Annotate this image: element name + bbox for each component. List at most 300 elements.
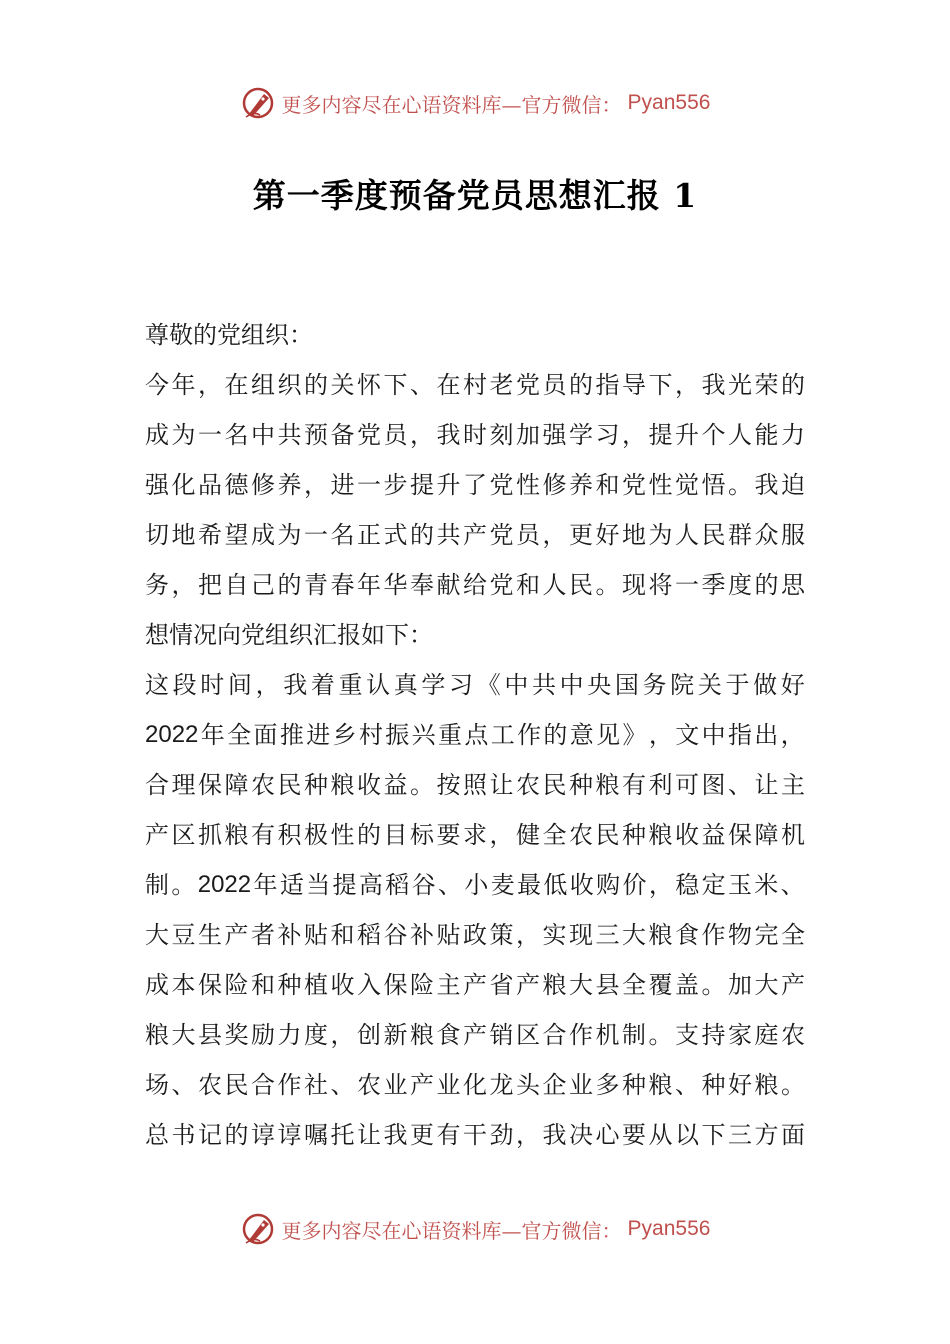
body-char: 有	[436, 1121, 461, 1149]
body-char: 正	[357, 521, 381, 549]
body-char: 提	[410, 471, 434, 499]
body-line	[145, 965, 805, 1015]
body-char: 荣	[754, 371, 779, 399]
body-char: 地	[171, 521, 196, 549]
body-char: 。	[171, 871, 196, 899]
body-char: 的	[754, 571, 779, 599]
body-char: 服	[781, 521, 805, 549]
body-char: 人	[542, 571, 567, 599]
body-char: 间	[227, 671, 252, 699]
body-char: 盖	[675, 971, 699, 999]
body-line	[145, 715, 805, 765]
body-char: 大	[754, 971, 779, 999]
body-char: 收	[675, 821, 699, 849]
body-char: 保	[383, 971, 408, 999]
body-char: 决	[569, 1121, 593, 1149]
body-char: 收	[330, 971, 355, 999]
body-char: 产	[516, 971, 540, 999]
body-char: 谷	[411, 871, 436, 899]
body-char: 修	[542, 471, 567, 499]
body-char: 贴	[304, 921, 328, 949]
body-char: ，	[622, 421, 646, 449]
body-char: 书	[171, 1121, 196, 1149]
body-char: 度	[304, 1021, 328, 1049]
body-char: 中	[251, 421, 275, 449]
body-line	[145, 515, 805, 565]
body-char: 生	[198, 921, 222, 949]
body-char: 名	[224, 421, 249, 449]
body-char: 时	[463, 421, 487, 449]
pen-nib-circle-icon	[240, 85, 276, 121]
body-char: 小	[464, 871, 489, 899]
body-char: 劲	[489, 1121, 514, 1149]
body-line	[145, 815, 805, 865]
body-char: 人	[728, 421, 752, 449]
body-char: 我	[383, 1121, 408, 1149]
body-char: 业	[383, 1071, 408, 1099]
body-char: 民	[701, 521, 726, 549]
body-char: 村	[358, 721, 383, 749]
body-char: 粮	[648, 1071, 673, 1099]
body-char: 下	[383, 371, 408, 399]
body-char: 有	[251, 821, 275, 849]
body-char: 人	[675, 521, 699, 549]
body-char: 的	[569, 371, 593, 399]
body-char: 年	[171, 371, 196, 399]
body-char: 产	[463, 521, 487, 549]
body-char: 关	[697, 671, 722, 699]
body-char: 我	[701, 371, 726, 399]
body-char: 国	[614, 671, 639, 699]
body-char: 三	[728, 1121, 752, 1149]
banner-text: 更多内容尽在心语资料库—官方微信：	[281, 92, 622, 117]
body-char: 标	[410, 821, 434, 849]
body-char: 合	[542, 1021, 567, 1049]
body-char: 食	[436, 1021, 461, 1049]
body-char: 种	[277, 971, 302, 999]
body-char: 稳	[675, 871, 700, 899]
body-char: 年	[253, 871, 278, 899]
body-char: 光	[728, 371, 752, 399]
body-char: 低	[543, 871, 568, 899]
body-char: 导	[622, 371, 646, 399]
body-char: 障	[754, 821, 779, 849]
body-char: 加	[728, 971, 752, 999]
body-char: 共	[531, 671, 556, 699]
body-char: 时	[200, 671, 225, 699]
body-char: 总	[145, 1121, 169, 1149]
body-char: 目	[383, 821, 408, 849]
body-char: 支	[675, 1021, 699, 1049]
body-char: 作	[701, 921, 726, 949]
body-char: 场	[145, 1071, 169, 1099]
body-char: ，	[675, 371, 699, 399]
body-char: 。	[701, 971, 726, 999]
body-char: ，	[516, 921, 540, 949]
body-char: 粮	[648, 921, 673, 949]
body-char: 和	[516, 571, 540, 599]
body-char: 2022	[197, 871, 252, 898]
body-char: ，	[648, 871, 673, 899]
body-char: 升	[675, 421, 699, 449]
body-char: 极	[304, 821, 328, 849]
body-char: ，	[304, 471, 328, 499]
body-char: 为	[171, 421, 196, 449]
body-char: 要	[436, 821, 461, 849]
body-char: 庭	[754, 1021, 779, 1049]
body-char: 度	[728, 571, 752, 599]
body-char: 农	[781, 1021, 805, 1049]
body-char: 自	[224, 571, 249, 599]
body-char: 众	[754, 521, 779, 549]
body-char: 。	[781, 1071, 805, 1099]
body-char: ，	[648, 721, 673, 749]
body-char: 产	[781, 971, 805, 999]
body-char: 作	[569, 1021, 593, 1049]
body-line	[145, 765, 805, 815]
body-char: ，	[255, 671, 280, 699]
body-char: 保	[728, 821, 752, 849]
body-char: 着	[310, 671, 335, 699]
body-char: 农	[357, 1071, 381, 1099]
body-char: 大	[171, 1021, 196, 1049]
body-char: 从	[648, 1121, 673, 1149]
body-char: 保	[198, 971, 222, 999]
body-char: 可	[675, 771, 699, 799]
body-char: 。	[728, 471, 752, 499]
body-char: 强	[145, 471, 169, 499]
body-char: 能	[754, 421, 779, 449]
body-char: 制	[622, 1021, 646, 1049]
salutation-line	[145, 315, 805, 365]
body-char: 省	[489, 971, 514, 999]
body-char: 现	[622, 571, 646, 599]
body-char: 本	[171, 971, 196, 999]
body-char: 好	[728, 1071, 752, 1099]
body-char: 段	[172, 671, 197, 699]
body-char: 民	[224, 1071, 249, 1099]
body-char: 粮	[224, 821, 249, 849]
body-char: 农	[198, 1071, 222, 1099]
body-char: 险	[410, 971, 434, 999]
body-char: 党	[622, 471, 646, 499]
body-char: 中	[701, 721, 726, 749]
body-char: 群	[728, 521, 752, 549]
body-char: 重	[338, 671, 363, 699]
body-char: 在	[436, 371, 461, 399]
body-char: 为	[648, 521, 673, 549]
body-char: 进	[330, 471, 355, 499]
body-char: 照	[463, 771, 487, 799]
body-char: 米	[754, 871, 779, 899]
body-char: 作	[517, 721, 542, 749]
body-line	[145, 1015, 805, 1065]
body-char: 德	[224, 471, 249, 499]
body-char: 。	[410, 771, 434, 799]
body-char: 己	[251, 571, 275, 599]
body-char: 央	[587, 671, 612, 699]
body-char: 嘱	[304, 1121, 328, 1149]
body-line	[145, 1115, 805, 1165]
body-line	[145, 865, 805, 915]
body-char: 的	[410, 521, 434, 549]
body-char: 。	[648, 1021, 673, 1049]
body-char: 县	[595, 971, 620, 999]
body-char: 粮	[145, 1021, 169, 1049]
body-char: 春	[330, 571, 355, 599]
body-char: 收	[569, 871, 594, 899]
body-char: 务	[642, 671, 667, 699]
body-char: 合	[251, 1071, 275, 1099]
body-char: 种	[622, 1071, 646, 1099]
body-line	[145, 465, 805, 515]
body-char: 全	[227, 721, 252, 749]
body-char: 作	[277, 1071, 302, 1099]
body-char: 和	[595, 471, 620, 499]
body-char: 方	[754, 1121, 779, 1149]
body-char: 养	[569, 471, 593, 499]
body-char: 怀	[357, 371, 381, 399]
body-char: 稻	[385, 871, 410, 899]
body-char: 了	[463, 471, 487, 499]
body-char: 步	[383, 471, 408, 499]
body-char: 谆	[251, 1121, 275, 1149]
body-char: 定	[701, 871, 726, 899]
body-char: 的	[357, 821, 381, 849]
pen-nib-circle-icon	[240, 1211, 276, 1247]
body-char: 全	[781, 921, 805, 949]
body-char: 品	[198, 471, 222, 499]
body-char: 强	[542, 421, 567, 449]
body-char: 种	[622, 821, 646, 849]
body-char: 织	[277, 371, 302, 399]
body-char: 区	[171, 821, 196, 849]
body-char: 稻	[357, 921, 381, 949]
body-char: 共	[436, 521, 461, 549]
body-char: 员	[383, 421, 408, 449]
body-char: 、	[410, 371, 434, 399]
body-char: 让	[489, 771, 514, 799]
body-char: 习	[595, 421, 620, 449]
body-char: 组	[251, 371, 275, 399]
body-char: 收	[357, 771, 381, 799]
body-char: 农	[516, 771, 540, 799]
body-char: 一	[198, 421, 222, 449]
body-char: 迫	[781, 471, 805, 499]
body-char: 年	[357, 571, 381, 599]
body-char: 性	[648, 471, 673, 499]
body-char: 村	[463, 371, 487, 399]
body-char: 农	[251, 771, 275, 799]
body-char: ，	[330, 1021, 355, 1049]
body-char: 好	[595, 521, 620, 549]
body-char: 最	[517, 871, 542, 899]
body-char: 产	[145, 821, 169, 849]
body-char: 做	[753, 671, 778, 699]
body-char: 奖	[224, 1021, 249, 1049]
body-line	[145, 415, 805, 465]
body-char: 党	[357, 421, 381, 449]
body-char: 把	[198, 571, 222, 599]
document-body	[145, 315, 805, 1165]
body-char: 指	[595, 371, 620, 399]
body-char: ，	[780, 721, 805, 749]
body-char: 这	[145, 671, 169, 699]
body-char: 理	[171, 771, 196, 799]
body-char: 》	[622, 721, 647, 749]
body-char: 性	[516, 471, 540, 499]
body-char: 化	[463, 1071, 487, 1099]
body-char: 以	[675, 1121, 699, 1149]
body-char: 种	[304, 771, 328, 799]
body-char: 悟	[701, 471, 726, 499]
body-line	[145, 1065, 805, 1115]
body-char: 中	[504, 671, 529, 699]
body-char: 年	[200, 721, 225, 749]
body-char: 、	[330, 1071, 355, 1099]
body-char: 员	[542, 371, 567, 399]
body-char: 贴	[436, 921, 461, 949]
body-char: 2022	[145, 721, 199, 748]
body-char: 的	[224, 1121, 249, 1149]
body-char: 覆	[648, 971, 673, 999]
body-char: ，	[410, 421, 434, 449]
body-char: 的	[543, 721, 568, 749]
body-char: 下	[648, 371, 673, 399]
body-char: 提	[332, 871, 357, 899]
body-char: 意	[569, 721, 594, 749]
body-char: 民	[277, 771, 302, 799]
body-char: 望	[224, 521, 249, 549]
body-char: 民	[569, 571, 593, 599]
body-char: 谷	[383, 921, 408, 949]
body-char: 务	[145, 571, 169, 599]
body-char: 粮	[754, 1071, 779, 1099]
footer-watermark-banner	[0, 1209, 950, 1249]
body-char: 给	[463, 571, 487, 599]
body-line	[145, 915, 805, 965]
body-char: 成	[145, 421, 169, 449]
body-char: 备	[330, 421, 355, 449]
body-char: 为	[277, 521, 302, 549]
body-char: 心	[595, 1121, 620, 1149]
body-line-text: 想情况向党组织汇报如下：	[145, 621, 433, 649]
body-char: 地	[622, 521, 646, 549]
body-char: 多	[595, 1071, 620, 1099]
body-char: ，	[489, 821, 514, 849]
body-char: 图	[701, 771, 726, 799]
body-char: 面	[253, 721, 278, 749]
body-char: 我	[754, 471, 779, 499]
body-char: 习	[449, 671, 474, 699]
body-char: ，	[198, 371, 222, 399]
body-char: 干	[463, 1121, 487, 1149]
body-char: 思	[781, 571, 805, 599]
body-char: 工	[490, 721, 515, 749]
body-char: 、	[437, 871, 462, 899]
body-char: 谆	[277, 1121, 302, 1149]
body-char: 在	[224, 371, 249, 399]
body-char: 、	[171, 1071, 196, 1099]
body-char: 式	[383, 521, 408, 549]
body-char: 豆	[171, 921, 196, 949]
body-char: 更	[410, 1121, 434, 1149]
body-char: 关	[330, 371, 355, 399]
body-char: 力	[781, 421, 805, 449]
body-char: 。	[595, 571, 620, 599]
body-char: 见	[596, 721, 621, 749]
body-char: 的	[277, 571, 302, 599]
body-char: 全	[622, 971, 646, 999]
banner-wechat-id: Pyan556	[627, 1217, 711, 1240]
body-char: 重	[437, 721, 462, 749]
body-char: 民	[595, 821, 620, 849]
body-char: 让	[357, 1121, 381, 1149]
body-char: 托	[330, 1121, 355, 1149]
body-char: 创	[357, 1021, 381, 1049]
body-char: 员	[516, 521, 540, 549]
body-char: 三	[595, 921, 620, 949]
body-char: 指	[727, 721, 752, 749]
body-char: 性	[330, 821, 355, 849]
body-char: 合	[145, 771, 169, 799]
body-char: 、	[780, 871, 805, 899]
body-char: 业	[436, 1071, 461, 1099]
body-char: 将	[648, 571, 673, 599]
body-char: 当	[306, 871, 331, 899]
body-char: 和	[330, 921, 355, 949]
body-char: 产	[410, 1071, 434, 1099]
body-char: 销	[489, 1021, 514, 1049]
body-char: 产	[463, 1021, 487, 1049]
body-char: 点	[464, 721, 489, 749]
body-char: 益	[701, 821, 726, 849]
body-line	[145, 665, 805, 715]
body-char: 养	[277, 471, 302, 499]
body-char: 粮	[410, 1021, 434, 1049]
body-char: 大	[622, 921, 646, 949]
body-char: 险	[224, 971, 249, 999]
body-char: 新	[383, 1021, 408, 1049]
body-char: 主	[436, 971, 461, 999]
body-char: 振	[385, 721, 410, 749]
body-char: 种	[701, 1071, 726, 1099]
body-char: 切	[145, 521, 169, 549]
body-char: 化	[171, 471, 196, 499]
body-char: 健	[516, 821, 540, 849]
body-char: 抓	[198, 821, 222, 849]
body-char: 党	[489, 521, 514, 549]
body-char: 提	[648, 421, 673, 449]
body-char: 玉	[727, 871, 752, 899]
body-char: 粮	[330, 771, 355, 799]
body-char: 家	[728, 1021, 752, 1049]
body-char: 粮	[542, 971, 567, 999]
body-char: 中	[559, 671, 584, 699]
body-char: 机	[595, 1021, 620, 1049]
body-char: 区	[516, 1021, 540, 1049]
body-char: 持	[701, 1021, 726, 1049]
body-char: 的	[781, 371, 805, 399]
body-char: 认	[366, 671, 391, 699]
body-char: 有	[622, 771, 646, 799]
body-char: 种	[569, 771, 593, 799]
body-char: 保	[198, 771, 222, 799]
body-char: 一	[357, 471, 381, 499]
body-char: 下	[701, 1121, 726, 1149]
body-char: 高	[358, 871, 383, 899]
body-char: 党	[489, 571, 514, 599]
